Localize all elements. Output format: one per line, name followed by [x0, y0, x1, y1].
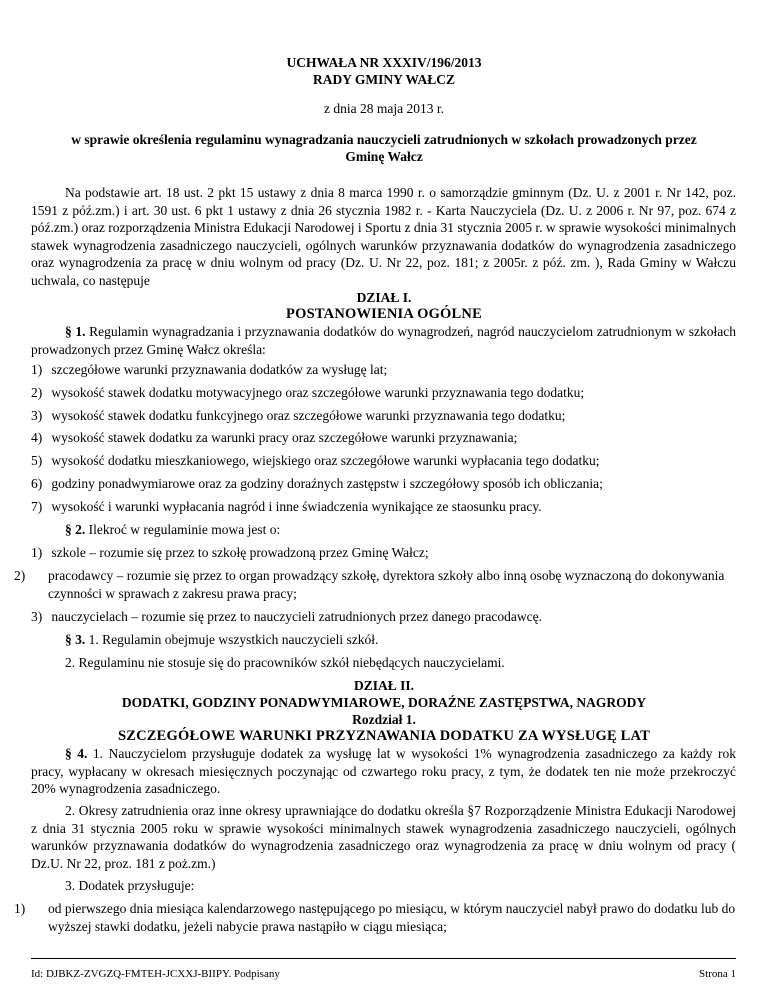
list-item	[31, 429, 736, 447]
list-text: od pierwszego dnia miesiąca kalendarzowego następującego po miesiącu, w którym nauczyciel nabył prawo do dodatku lub do wyższej stawki dodatku, jeżeli nabycie prawa nastąpiło w ciągu miesiąca;	[48, 901, 736, 934]
list-item	[31, 407, 736, 425]
page-number: Strona 1	[699, 968, 736, 980]
dzial-2-number: DZIAŁ II.	[353, 678, 415, 693]
section-mark: § 1.	[65, 324, 86, 339]
dzial-1-number: DZIAŁ I.	[356, 290, 412, 305]
list-item	[31, 361, 736, 379]
paragraph-4	[31, 745, 736, 798]
paragraph-text: Regulamin wynagradzania i przyznawania dodatków do wynagrodzeń, nagród nauczycielom zatrudnionym w szkołach prowadzonych przez Gminę Wałcz określa:	[31, 324, 737, 357]
list-text: godziny ponadwymiarowe oraz za godziny doraźnych zastępstw i szczegółowy sposób ich obliczania;	[51, 476, 603, 491]
subject-line-2: Gminę Wałcz	[345, 149, 423, 164]
paragraph-1	[31, 323, 736, 358]
paragraph-3-point-2: 2. Regulaminu nie stosuje się do pracowników szkół niebędących nauczycielami.	[65, 655, 505, 670]
list-item	[31, 475, 736, 493]
paragraph-2	[31, 521, 736, 539]
list-text: pracodawcy – rozumie się przez to organ prowadzący szkołę, dyrektora szkoły albo inną osobę wyznaczoną do dokonywania czynności w sprawach z zakresu prawa pracy;	[48, 568, 725, 601]
document-id: Id: DJBKZ-ZVGZQ-FMTEH-JCXXJ-BIIPY. Podpisany	[31, 968, 280, 980]
list-text: wysokość stawek dodatku motywacyjnego oraz szczegółowe warunki przyznawania tego dodatku;	[51, 385, 585, 400]
list-number: 2)	[31, 385, 43, 400]
list-number: 6)	[31, 476, 43, 491]
resolution-subject	[0, 131, 768, 165]
list-number: 1)	[31, 545, 43, 560]
resolution-number: UCHWAŁA NR XXXIV/196/2013	[286, 55, 482, 70]
list-item	[14, 567, 736, 602]
preamble: Na podstawie art. 18 ust. 2 pkt 15 ustawy z dnia 8 marca 1990 r. o samorządzie gminnym (Dz. U. z 2001 r. Nr 142, poz. 1591 z póź.zm.) i art. 30 ust. 6 pkt 1 ustawy z dnia 26 stycznia 1982 r. - Karta Nauczyciela (Dz. U. z 2006 r. Nr 97, poz. 674 z póź.zm.) oraz rozporządzenia Ministra Edukacji Narodowej i Sportu z dnia 31 stycznia 2005 r. w sprawie wysokości minimalnych stawek wynagrodzenia zasadniczego nauczycieli, ogólnych warunków przyznawania dodatków do wynagrodzenia zasadniczego oraz wynagrodzenia za pracę w dniu wolnym od pracy (Dz. U. Nr 22, poz. 181; z 2005r. z póź. zm. ), Rada Gminy w Wałczu uchwala, co następuje	[31, 185, 736, 288]
list-number: 1)	[31, 362, 43, 377]
dzial-1-title: POSTANOWIENIA OGÓLNE	[286, 306, 482, 322]
list-item	[31, 608, 736, 626]
chapter-title: SZCZEGÓŁOWE WARUNKI PRZYZNAWANIA DODATKU ZA WYSŁUGĘ LAT	[117, 728, 651, 744]
list-number: 2)	[14, 568, 26, 583]
list-item	[14, 900, 736, 935]
list-text: szkole – rozumie się przez to szkołę prowadzoną przez Gminę Wałcz;	[51, 545, 429, 560]
list-number: 5)	[31, 453, 43, 468]
paragraph-text: Ilekroć w regulaminie mowa jest o:	[85, 522, 281, 537]
council-name: RADY GMINY WAŁCZ	[312, 72, 455, 87]
list-item	[31, 498, 736, 516]
resolution-date: z dnia 28 maja 2013 r.	[324, 101, 444, 116]
list-number: 3)	[31, 408, 43, 423]
list-number: 7)	[31, 499, 43, 514]
list-text: nauczycielach – rozumie się przez to nauczycieli zatrudnionych przez danego pracodawcę.	[51, 609, 542, 624]
footer-divider	[31, 958, 736, 959]
list-text: wysokość i warunki wypłacania nagród i inne świadczenia wynikające ze staosunku pracy.	[51, 499, 542, 514]
resolution-title	[0, 54, 768, 88]
list-number: 4)	[31, 430, 43, 445]
subject-line-1: w sprawie określenia regulaminu wynagradzania nauczycieli zatrudnionych w szkołach prowadzonych przez	[71, 132, 697, 147]
chapter-number: Rozdział 1.	[352, 712, 416, 727]
list-text: wysokość stawek dodatku za warunki pracy oraz szczegółowe warunki przyznawania;	[51, 430, 518, 445]
list-item	[31, 544, 736, 562]
list-number: 3)	[31, 609, 43, 624]
paragraph-4-point-3: 3. Dodatek przysługuje:	[65, 878, 195, 893]
list-item	[31, 384, 736, 402]
section-mark: § 2.	[65, 522, 86, 537]
paragraph-text: 1. Regulamin obejmuje wszystkich nauczycieli szkół.	[85, 632, 379, 647]
list-text: wysokość dodatku mieszkaniowego, wiejskiego oraz szczegółowe warunki wypłacania tego dodatku;	[51, 453, 600, 468]
paragraph-3	[31, 631, 736, 649]
dzial-2-title: DODATKI, GODZINY PONADWYMIAROWE, DORAŹNE ZASTĘPSTWA, NAGRODY	[121, 695, 647, 710]
dzial-1-heading	[0, 289, 768, 323]
list-text: szczegółowe warunki przyznawania dodatków za wysługę lat;	[51, 362, 388, 377]
section-mark: § 3.	[65, 632, 86, 647]
paragraph-text: 1. Nauczycielom przysługuje dodatek za wysługę lat w wysokości 1% wynagrodzenia zasadniczego za każdy rok pracy, wypłacany w okresach miesięcznych poczynając od czwartego roku pracy, z tym, że dodatek ten nie może przekroczyć 20% wynagrodzenia zasadniczego.	[31, 746, 737, 796]
list-number: 1)	[14, 901, 26, 916]
dzial-2-heading	[0, 677, 768, 745]
list-item	[31, 452, 736, 470]
list-text: wysokość stawek dodatku funkcyjnego oraz szczegółowe warunki przyznawania tego dodatku;	[51, 408, 566, 423]
paragraph-4-point-2: 2. Okresy zatrudnienia oraz inne okresy uprawniające do dodatku określa §7 Rozporządzenie Ministra Edukacji Narodowej z dnia 31 stycznia 2005 roku w sprawie wysokości minimalnych stawek wynagrodzenia zasadniczego nauczycieli, ogólnych warunków przyznawania dodatków do wynagrodzenia zasadniczego oraz wynagrodzenia za pracę w dniu wolnym od pracy ( Dz.U. Nr 22, proz. 181 z poż.zm.)	[31, 803, 736, 871]
section-mark: § 4.	[65, 746, 88, 761]
